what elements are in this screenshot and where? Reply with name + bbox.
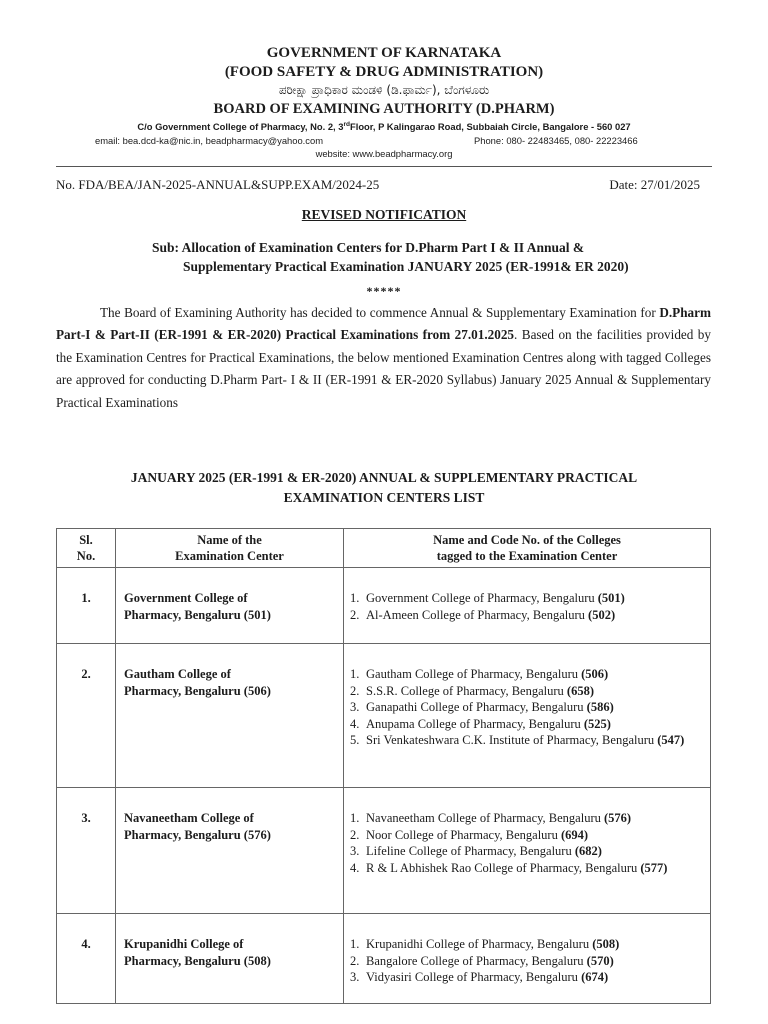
center-name-cell bbox=[116, 914, 344, 1004]
govt-title: GOVERNMENT OF KARNATAKA bbox=[266, 45, 502, 61]
board-title: BOARD OF EXAMINING AUTHORITY (D.PHARM) bbox=[213, 101, 555, 117]
college-code: (506) bbox=[581, 667, 609, 681]
table-row bbox=[57, 788, 711, 914]
list-item bbox=[350, 590, 704, 607]
center-name-cell bbox=[116, 644, 344, 788]
sl-no-cell: 2. bbox=[57, 644, 116, 788]
center-name-line: Pharmacy, Bengaluru (501) bbox=[124, 608, 271, 622]
college-name: Lifeline College of Pharmacy, Bengaluru bbox=[366, 844, 575, 859]
tagged-colleges-list bbox=[350, 590, 704, 623]
college-code: (502) bbox=[588, 607, 616, 622]
college-code: (547) bbox=[657, 733, 685, 748]
reference-row bbox=[56, 177, 700, 193]
list-item-number: 4. bbox=[350, 716, 360, 731]
subject-line-2: Supplementary Practical Examination JANUARY 2025 (ER-1991& ER 2020) bbox=[183, 259, 629, 274]
list-item bbox=[350, 810, 704, 827]
address-part-1: C/o Government College of Pharmacy, No. 2, 3 bbox=[137, 121, 344, 133]
list-item bbox=[350, 843, 704, 860]
header-sl-line-2: No. bbox=[76, 549, 96, 563]
list-item-number: 3. bbox=[350, 844, 360, 859]
notification-title: REVISED NOTIFICATION bbox=[301, 207, 467, 222]
tagged-colleges-cell bbox=[344, 914, 711, 1004]
contact-row bbox=[0, 134, 768, 148]
college-name: Noor College of Pharmacy, Bengaluru bbox=[366, 827, 561, 842]
college-name: Al-Ameen College of Pharmacy, Bengaluru bbox=[366, 607, 589, 622]
header-colleges bbox=[344, 529, 711, 568]
college-code: (682) bbox=[574, 844, 602, 859]
body-text-bold: D.Pharm Part-I & Part-II (ER-1991 & ER-2020) Practical Examinations from 27.01.2025 bbox=[56, 305, 711, 343]
list-item bbox=[350, 666, 704, 683]
list-item bbox=[350, 969, 704, 986]
reference-number: No. FDA/BEA/JAN-2025-ANNUAL&SUPP.EXAM/2024-25 bbox=[56, 177, 380, 192]
list-item-number: 1. bbox=[350, 591, 360, 605]
list-item-number: 5. bbox=[350, 733, 360, 748]
list-heading-line-2: EXAMINATION CENTERS LIST bbox=[283, 490, 485, 505]
college-code: (694) bbox=[560, 827, 589, 842]
list-item-number: 2. bbox=[350, 607, 360, 622]
college-code: (508) bbox=[592, 937, 620, 951]
college-code: (501) bbox=[597, 591, 625, 605]
tagged-colleges-cell bbox=[344, 644, 711, 788]
tagged-colleges-list bbox=[350, 810, 704, 876]
subject-line-1: Sub: Allocation of Examination Centers for D.Pharm Part I & II Annual & bbox=[152, 240, 585, 255]
centers-list-heading bbox=[0, 468, 768, 508]
header-sl-line-1: Sl. bbox=[79, 533, 93, 547]
table-body bbox=[57, 568, 711, 1004]
header-divider bbox=[56, 166, 712, 167]
list-item bbox=[350, 683, 704, 700]
list-item-number: 1. bbox=[350, 937, 360, 951]
kannada-title: ಪರೀಕ್ಷಾ ಪ್ರಾಧಿಕಾರ ಮಂಡಳಿ (ಡಿ.ಫಾರ್ಮ), ಬೆಂಗಳೂರು bbox=[278, 83, 490, 97]
header-colleges-line-1: Name and Code No. of the Colleges bbox=[433, 533, 621, 547]
table-row bbox=[57, 568, 711, 644]
email-text: email: bea.dcd-ka@nic.in, beadpharmacy@yahoo.com bbox=[95, 135, 324, 147]
dept-title: (FOOD SAFETY & DRUG ADMINISTRATION) bbox=[224, 64, 544, 80]
center-name-cell bbox=[116, 568, 344, 644]
college-name: Gautham College of Pharmacy, Bengaluru bbox=[366, 667, 582, 681]
college-code: (674) bbox=[581, 970, 609, 985]
tagged-colleges-list bbox=[350, 936, 704, 986]
list-item bbox=[350, 607, 704, 624]
notification-date: Date: 27/01/2025 bbox=[609, 177, 700, 192]
sl-no-cell: 3. bbox=[57, 788, 116, 914]
subject bbox=[152, 238, 712, 276]
college-code: (658) bbox=[566, 683, 594, 698]
center-name-line: Navaneetham College of bbox=[124, 811, 254, 825]
college-name: Anupama College of Pharmacy, Bengaluru bbox=[366, 716, 584, 731]
sl-no-cell: 1. bbox=[57, 568, 116, 644]
header-colleges-line-2: tagged to the Examination Center bbox=[436, 549, 618, 563]
list-item-number: 3. bbox=[350, 700, 360, 715]
center-name-line: Pharmacy, Bengaluru (576) bbox=[124, 828, 271, 842]
header-sl-no bbox=[57, 529, 116, 568]
college-name: Sri Venkateshwara C.K. Institute of Pharmacy, Bengaluru bbox=[366, 733, 658, 748]
college-name: S.S.R. College of Pharmacy, Bengaluru bbox=[366, 683, 567, 698]
body-text-1: The Board of Examining Authority has decided to commence Annual & Supplementary Examination for bbox=[100, 305, 660, 320]
college-code: (577) bbox=[640, 860, 668, 875]
sl-no-cell: 4. bbox=[57, 914, 116, 1004]
center-name-line: Pharmacy, Bengaluru (506) bbox=[124, 684, 271, 698]
header-center-name bbox=[116, 529, 344, 568]
separator-stars: ***** bbox=[366, 284, 402, 298]
college-name: Government College of Pharmacy, Bengaluru bbox=[366, 591, 598, 605]
list-item-number: 1. bbox=[350, 811, 360, 825]
list-heading-line-1: JANUARY 2025 (ER-1991 & ER-2020) ANNUAL & SUPPLEMENTARY PRACTICAL bbox=[130, 470, 638, 485]
phone-text: Phone: 080- 22483465, 080- 22223466 bbox=[474, 135, 638, 147]
office-address bbox=[0, 118, 768, 134]
address-superscript: rd bbox=[343, 121, 350, 128]
tagged-colleges-cell bbox=[344, 568, 711, 644]
body-paragraph bbox=[56, 302, 711, 414]
list-item bbox=[350, 827, 704, 844]
college-name: Bangalore College of Pharmacy, Bengaluru bbox=[366, 953, 587, 968]
list-item-number: 2. bbox=[350, 683, 360, 698]
list-item-number: 3. bbox=[350, 970, 360, 985]
website-text: website: www.beadpharmacy.org bbox=[315, 148, 453, 160]
centers-table bbox=[56, 528, 711, 1004]
college-name: R & L Abhishek Rao College of Pharmacy, Bengaluru bbox=[366, 860, 641, 875]
college-code: (586) bbox=[586, 700, 614, 715]
list-item bbox=[350, 716, 704, 733]
address-part-2: Floor, P Kalingarao Road, Subbaiah Circle, Bangalore - 560 027 bbox=[350, 121, 631, 133]
tagged-colleges-cell bbox=[344, 788, 711, 914]
table-row bbox=[57, 914, 711, 1004]
center-name-line: Krupanidhi College of bbox=[124, 937, 244, 951]
college-name: Navaneetham College of Pharmacy, Bengaluru bbox=[366, 811, 604, 825]
list-item-number: 1. bbox=[350, 667, 360, 681]
list-item-number: 2. bbox=[350, 953, 360, 968]
list-item bbox=[350, 953, 704, 970]
college-code: (525) bbox=[583, 716, 611, 731]
center-name-line: Government College of bbox=[124, 591, 248, 605]
center-name-line: Gautham College of bbox=[124, 667, 231, 681]
center-name-line: Pharmacy, Bengaluru (508) bbox=[124, 954, 271, 968]
header-center-line-1: Name of the bbox=[197, 533, 262, 547]
college-name: Ganapathi College of Pharmacy, Bengaluru bbox=[366, 700, 587, 715]
list-item-number: 4. bbox=[350, 860, 360, 875]
table-header-row bbox=[57, 529, 711, 568]
list-item bbox=[350, 936, 704, 953]
college-code: (570) bbox=[586, 953, 614, 968]
college-code: (576) bbox=[604, 811, 632, 825]
list-item bbox=[350, 732, 704, 749]
list-item bbox=[350, 860, 704, 877]
college-name: Krupanidhi College of Pharmacy, Bengaluru bbox=[366, 937, 593, 951]
list-item-number: 2. bbox=[350, 827, 360, 842]
tagged-colleges-list bbox=[350, 666, 704, 749]
table-row bbox=[57, 644, 711, 788]
center-name-cell bbox=[116, 788, 344, 914]
header-center-line-2: Examination Center bbox=[175, 549, 284, 563]
college-name: Vidyasiri College of Pharmacy, Bengaluru bbox=[366, 970, 582, 985]
list-item bbox=[350, 699, 704, 716]
body-text-2: . Based on the facilities provided by the Examination Centres for Practical Examinations, the below mentioned Examination Centres along with tagged Colleges are approved for conducting D.Pharm Part- I & II (ER-1991 & ER-2020 Syllabus) January 2025 Annual & Supplementary Practical Examinations bbox=[56, 327, 711, 410]
